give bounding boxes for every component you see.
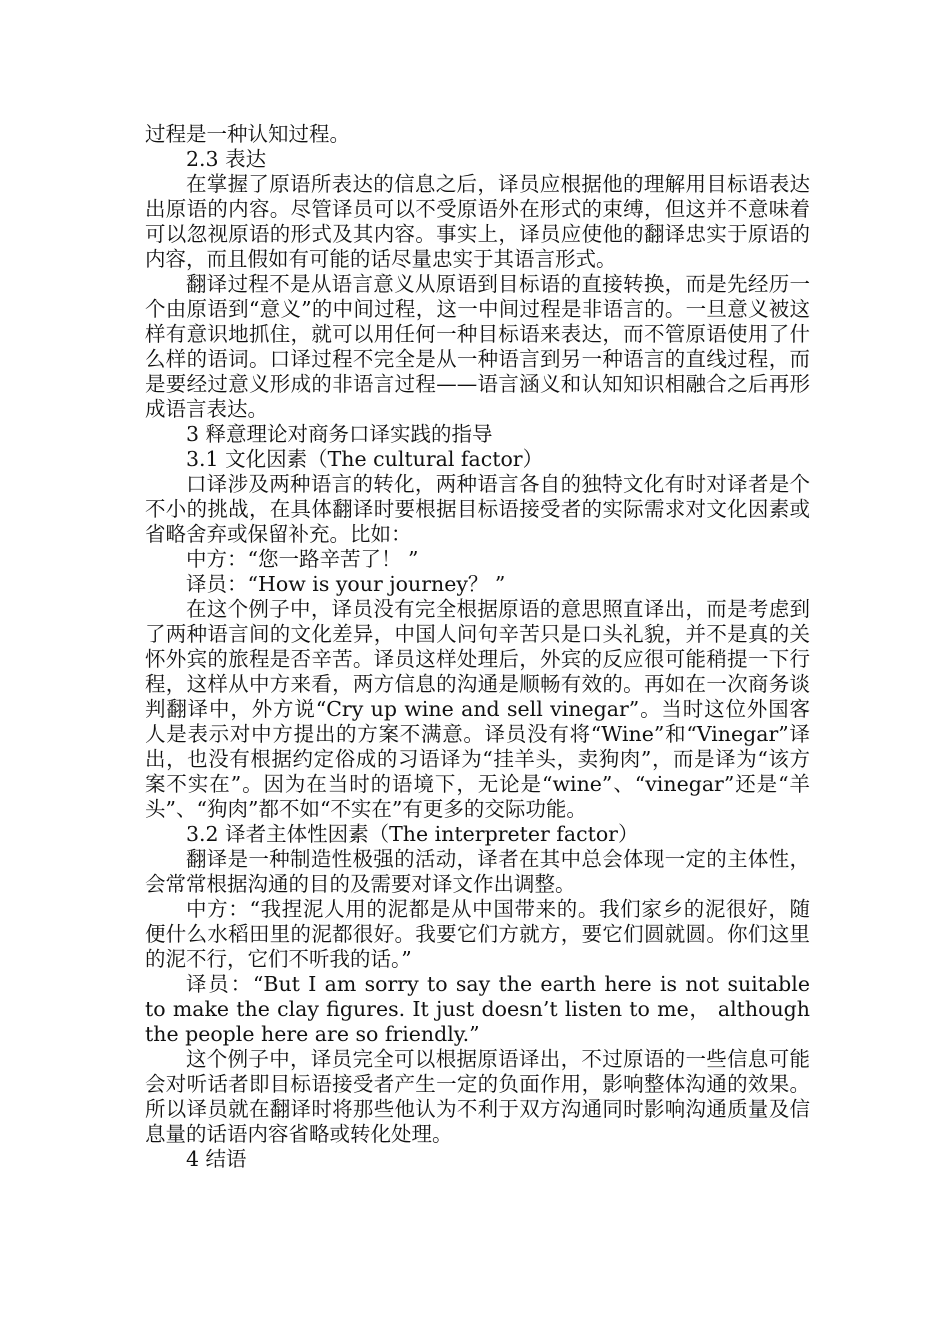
section-heading-3-1: 3.1 文化因素（The cultural factor）	[186, 447, 544, 471]
document-page	[145, 122, 810, 1172]
paragraph-interpreter-analysis: 这个例子中，译员完全可以根据原语译出，不过原语的一些信息可能会对听话者即目标语接受者产生一定的负面作用，影响整体沟通的效果。所以译员就在翻译时将那些他认为不利于双方沟通同时影响沟通质量及信息量的话语内容省略或转化处理。	[145, 1047, 810, 1146]
example-interpreter-2: 译员：“But I am sorry to say the earth here is not suitable to make the clay figures. It just doesn’t listen to me， although the people here are so friendly.”	[145, 972, 810, 1046]
example-interpreter-1: 译员：“How is your journey？ ”	[186, 572, 506, 596]
paragraph-interpreter-factor: 翻译是一种制造性极强的活动，译者在其中总会体现一定的主体性，会常常根据沟通的目的及需要对译文作出调整。	[145, 847, 810, 896]
example-chinese-2: 中方：“我捏泥人用的泥都是从中国带来的。我们家乡的泥很好，随便什么水稻田里的泥都很好。我要它们方就方，要它们圆就圆。你们这里的泥不行，它们不听我的话。”	[145, 897, 810, 971]
section-heading-3: 3 释意理论对商务口译实践的指导	[186, 422, 493, 446]
paragraph-intro: 过程是一种认知过程。	[145, 122, 350, 146]
example-chinese-1: 中方：“您一路辛苦了！ ”	[186, 547, 419, 571]
section-heading-2-3: 2.3 表达	[186, 147, 267, 171]
paragraph-expression: 在掌握了原语所表达的信息之后，译员应根据他的理解用目标语表达出原语的内容。尽管译员可以不受原语外在形式的束缚，但这并不意味着可以忽视原语的形式及其内容。事实上，译员应使他的翻译忠实于原语的内容，而且假如有可能的话尽量忠实于其语言形式。	[145, 172, 810, 271]
paragraph-cultural-factor: 口译涉及两种语言的转化，两种语言各自的独特文化有时对译者是个不小的挑战，在具体翻译时要根据目标语接受者的实际需求对文化因素或省略舍弃或保留补充。比如：	[145, 472, 810, 546]
section-heading-3-2: 3.2 译者主体性因素（The interpreter factor）	[186, 822, 639, 846]
section-heading-4: 4 结语	[186, 1147, 247, 1171]
paragraph-translation-process: 翻译过程不是从语言意义从原语到目标语的直接转换，而是先经历一个由原语到“意义”的中间过程，这一中间过程是非语言的。一旦意义被这样有意识地抓住，就可以用任何一种目标语来表达，而不管原语使用了什么样的语词。口译过程不完全是从一种语言到另一种语言的直线过程，而是要经过意义形成的非语言过程——语言涵义和认知知识相融合之后再形成语言表达。	[145, 272, 810, 421]
paragraph-cultural-analysis: 在这个例子中，译员没有完全根据原语的意思照直译出，而是考虑到了两种语言间的文化差异，中国人问句辛苦只是口头礼貌，并不是真的关怀外宾的旅程是否辛苦。译员这样处理后，外宾的反应很可能稍提一下行程，这样从中方来看，两方信息的沟通是顺畅有效的。再如在一次商务谈判翻译中，外方说“Cry up wine and sell vinegar”。当时这位外国客人是表示对中方提出的方案不满意。译员没有将“Wine”和“Vinegar”译出，也没有根据约定俗成的习语译为“挂羊头，卖狗肉”，而是译为“该方案不实在”。因为在当时的语境下，无论是“wine”、“vinegar”还是“羊头”、“狗肉”都不如“不实在”有更多的交际功能。	[145, 597, 810, 821]
